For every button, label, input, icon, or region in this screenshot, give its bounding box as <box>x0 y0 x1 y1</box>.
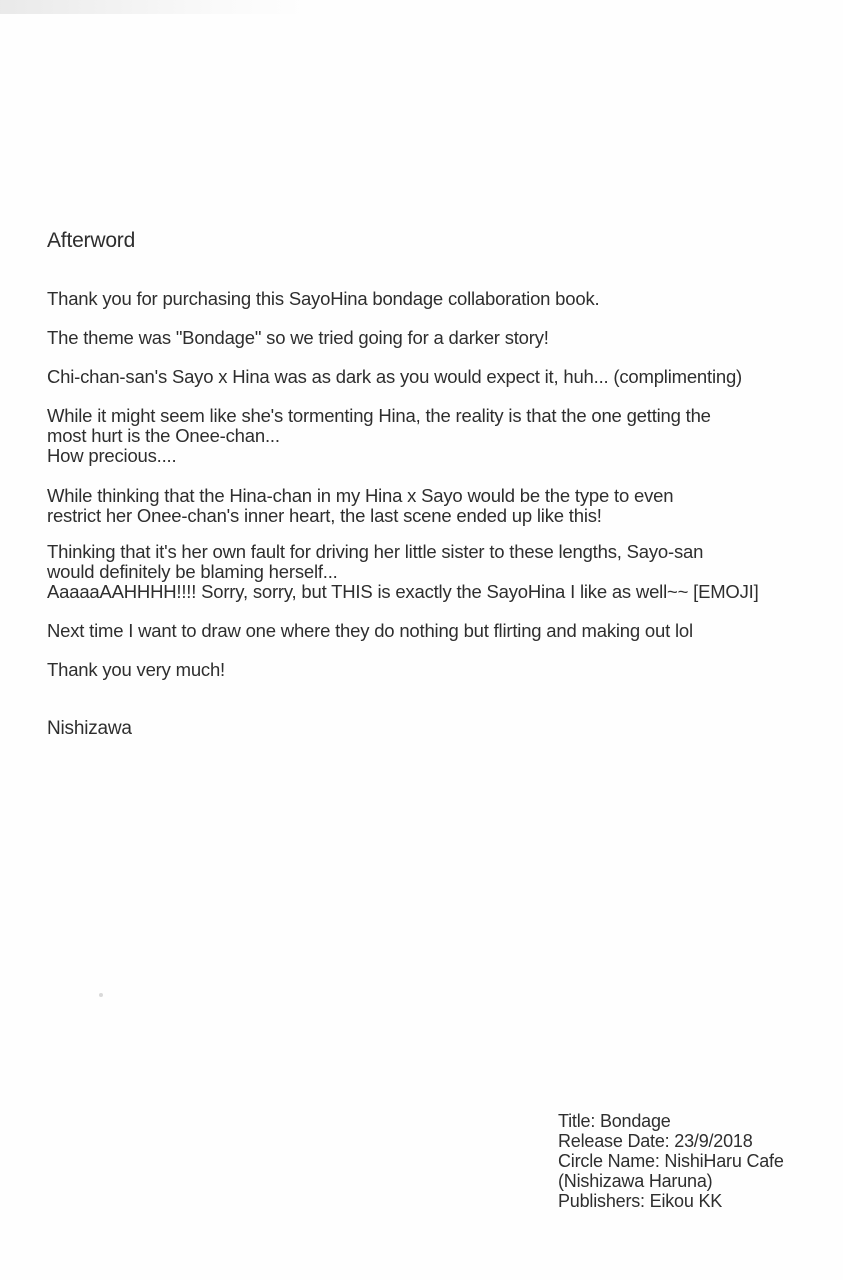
paragraph-line: Next time I want to draw one where they do nothing but flirting and making out lol <box>47 620 693 641</box>
paragraph-line: How precious.... <box>47 445 177 466</box>
page-title: Afterword <box>47 229 136 252</box>
paragraph-tormenting <box>47 406 837 466</box>
paragraph-next-time <box>47 621 837 641</box>
paragraph-line: AaaaaAAHHHH!!!! Sorry, sorry, but THIS is exactly the SayoHina I like as well~~ [EMOJI] <box>47 581 759 602</box>
credit-publishers: Publishers: Eikou KK <box>558 1191 723 1211</box>
paragraph-line: The theme was "Bondage" so we tried going for a darker story! <box>47 327 549 348</box>
paragraph-thanks <box>47 289 837 309</box>
afterword-text-block <box>47 229 837 740</box>
scan-speck <box>99 993 103 997</box>
credits-block <box>558 1112 784 1212</box>
paragraph-line: While it might seem like she's tormenting Hina, the reality is that the one getting the <box>47 405 711 426</box>
signature: Nishizawa <box>47 718 132 739</box>
paragraph-thank-you <box>47 660 837 680</box>
paragraph-sayo-san <box>47 542 837 602</box>
paragraph-line: Chi-chan-san's Sayo x Hina was as dark as you would expect it, huh... (complimenting) <box>47 366 742 387</box>
paragraph-line: While thinking that the Hina-chan in my Hina x Sayo would be the type to even <box>47 485 674 506</box>
credit-title: Title: Bondage <box>558 1111 671 1131</box>
paragraph-line: Thinking that it's her own fault for driving her little sister to these lengths, Sayo-san <box>47 541 704 562</box>
paragraph-line: most hurt is the Onee-chan... <box>47 425 280 446</box>
scan-artifact-band <box>0 0 310 14</box>
paragraph-hina-chan <box>47 486 837 526</box>
paragraph-line: restrict her Onee-chan's inner heart, the last scene ended up like this! <box>47 505 602 526</box>
credit-circle-name: Circle Name: NishiHaru Cafe <box>558 1151 784 1171</box>
credit-release-date: Release Date: 23/9/2018 <box>558 1131 753 1151</box>
credit-circle-author: (Nishizawa Haruna) <box>558 1171 713 1191</box>
paragraph-line: would definitely be blaming herself... <box>47 561 338 582</box>
paragraph-line: Thank you for purchasing this SayoHina bondage collaboration book. <box>47 288 600 309</box>
paragraph-theme <box>47 328 837 348</box>
paragraph-line: Thank you very much! <box>47 659 225 680</box>
paragraph-chi-chan <box>47 367 837 387</box>
